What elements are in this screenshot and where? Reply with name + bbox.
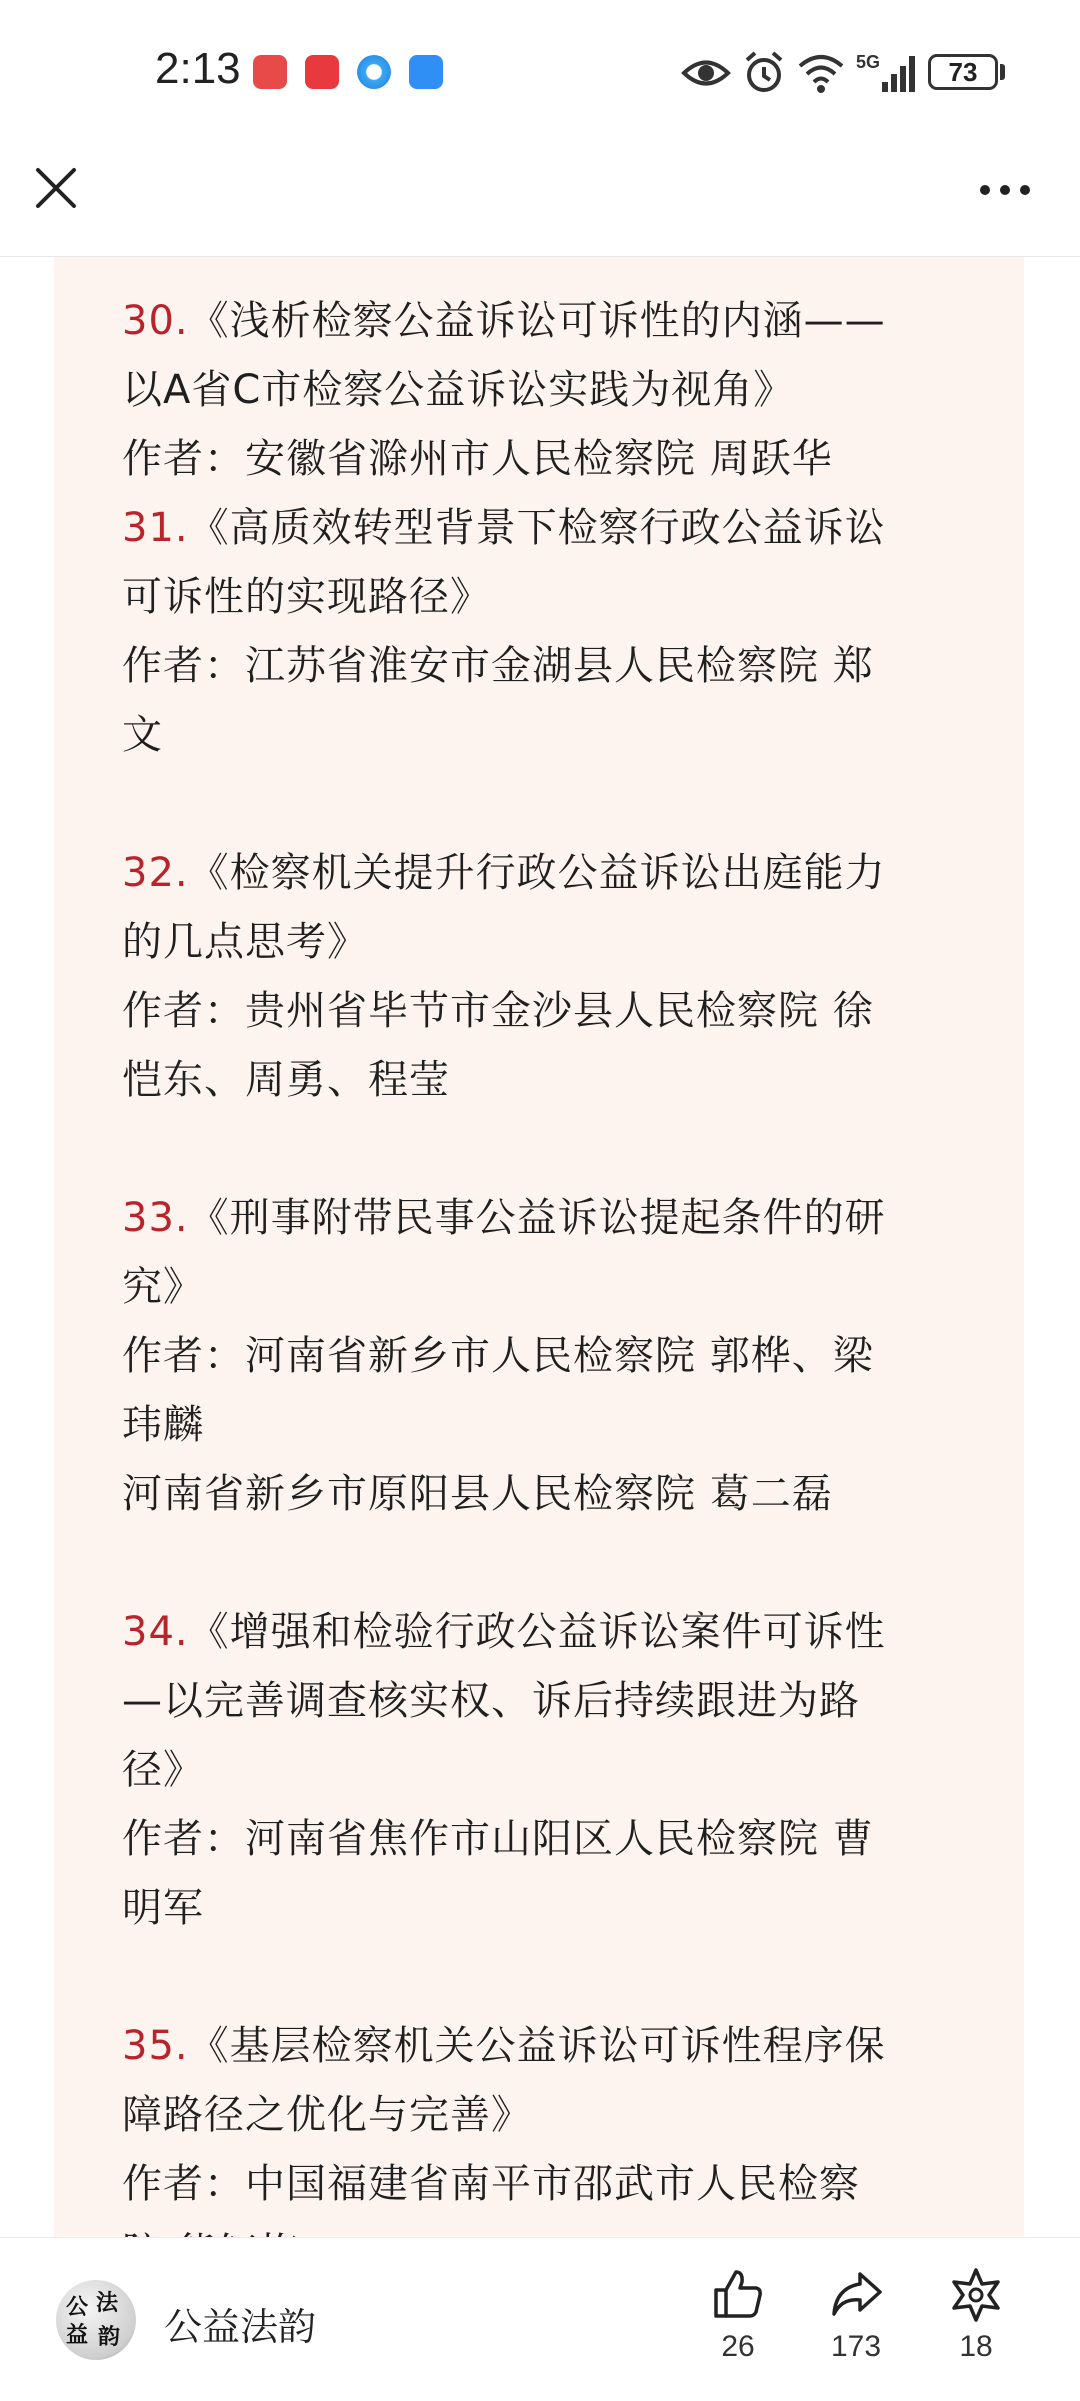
list-item [122,839,962,1115]
browser-app-icon [357,55,391,89]
entry-title: 33.《刑事附带民事公益诉讼提起条件的研 [122,1195,886,1241]
entry-author-line: 文 [122,712,163,758]
logo-text: 益 [66,2323,89,2348]
entry-title: 31.《高质效转型背景下检察行政公益诉讼 [122,505,886,551]
entry-author-line: 恺东、周勇、程莹 [122,1057,450,1103]
entry-title-line: 径》 [122,1747,204,1793]
wifi-icon [796,48,846,98]
entry-title: 35.《基层检察机关公益诉讼可诉性程序保 [122,2023,886,2069]
entry-author-line: 明军 [122,1885,204,1931]
battery-tip [1000,64,1005,80]
logo-text: 公 [66,2295,89,2320]
entry-number: 34. [122,1609,189,1655]
entry-author-line: 河南省新乡市原阳县人民检察院 葛二磊 [122,1471,833,1517]
share-arrow-icon [828,2266,884,2322]
entry-author: 作者：贵州省毕节市金沙县人民检察院 徐 [122,988,874,1034]
entry-author: 作者：中国福建省南平市邵武市人民检察 [122,2161,860,2207]
entry-title-line: 究》 [122,1264,204,1310]
entry-title-line: 可诉性的实现路径》 [122,574,491,620]
top-nav-bar [0,140,1080,257]
huawei-app-icon [253,55,287,89]
entry-number: 30. [122,298,189,344]
entry-title: 32.《检察机关提升行政公益诉讼出庭能力 [122,850,886,896]
book-app-icon [305,55,339,89]
entry-title-line: 以A省C市检察公益诉讼实践为视角》 [122,367,795,413]
entry-number: 32. [122,850,189,896]
entry-title: 30.《浅析检察公益诉讼可诉性的内涵—— [122,298,886,344]
collect-button[interactable] [926,2266,1026,2364]
status-time: 2:13 [155,44,241,93]
entry-number: 33. [122,1195,189,1241]
thumbs-up-icon [710,2266,766,2322]
account-name[interactable]: 公益法韵 [164,2305,317,2349]
like-button[interactable] [688,2266,788,2364]
list-item [122,1184,962,1529]
collect-count: 18 [959,2330,993,2363]
cellular-signal-icon [856,48,918,98]
list-item [122,287,962,494]
entry-title-line: —以完善调查核实权、诉后持续跟进为路 [122,1678,860,1724]
entry-author: 作者：河南省新乡市人民检察院 郭桦、梁 [122,1333,874,1379]
entry-number: 31. [122,505,189,551]
alarm-icon [742,48,786,98]
battery-indicator: 73 [928,54,998,90]
status-bar [0,0,1080,140]
entry-author-line: 玮麟 [122,1402,204,1448]
entry-title-line: 障路径之优化与完善》 [122,2092,532,2138]
list-item [122,1598,962,1943]
entry-author: 作者：河南省焦作市山阳区人民检察院 曹 [122,1816,874,1862]
close-icon[interactable] [30,162,82,214]
cloud-app-icon [409,55,443,89]
share-button[interactable] [806,2266,906,2364]
entries-list [122,287,962,2357]
article-body [54,257,1024,2237]
entry-number: 35. [122,2023,189,2069]
logo-text: 韵 [98,2325,121,2350]
share-count: 173 [830,2330,882,2363]
svg-text:5G: 5G [856,52,881,72]
eye-icon [680,48,732,98]
account-avatar[interactable] [56,2280,136,2360]
bottom-action-bar [0,2237,1080,2401]
entry-title: 34.《增强和检验行政公益诉讼案件可诉性 [122,1609,886,1655]
star-icon [948,2266,1004,2322]
more-options-icon[interactable] [975,170,1035,210]
entry-author: 作者：安徽省滁州市人民检察院 周跃华 [122,436,833,482]
entry-title-line: 的几点思考》 [122,919,368,965]
logo-text: 法 [96,2291,119,2316]
entry-author: 作者：江苏省淮安市金湖县人民检察院 郑 [122,643,874,689]
like-count: 26 [721,2330,755,2363]
list-item [122,494,962,770]
